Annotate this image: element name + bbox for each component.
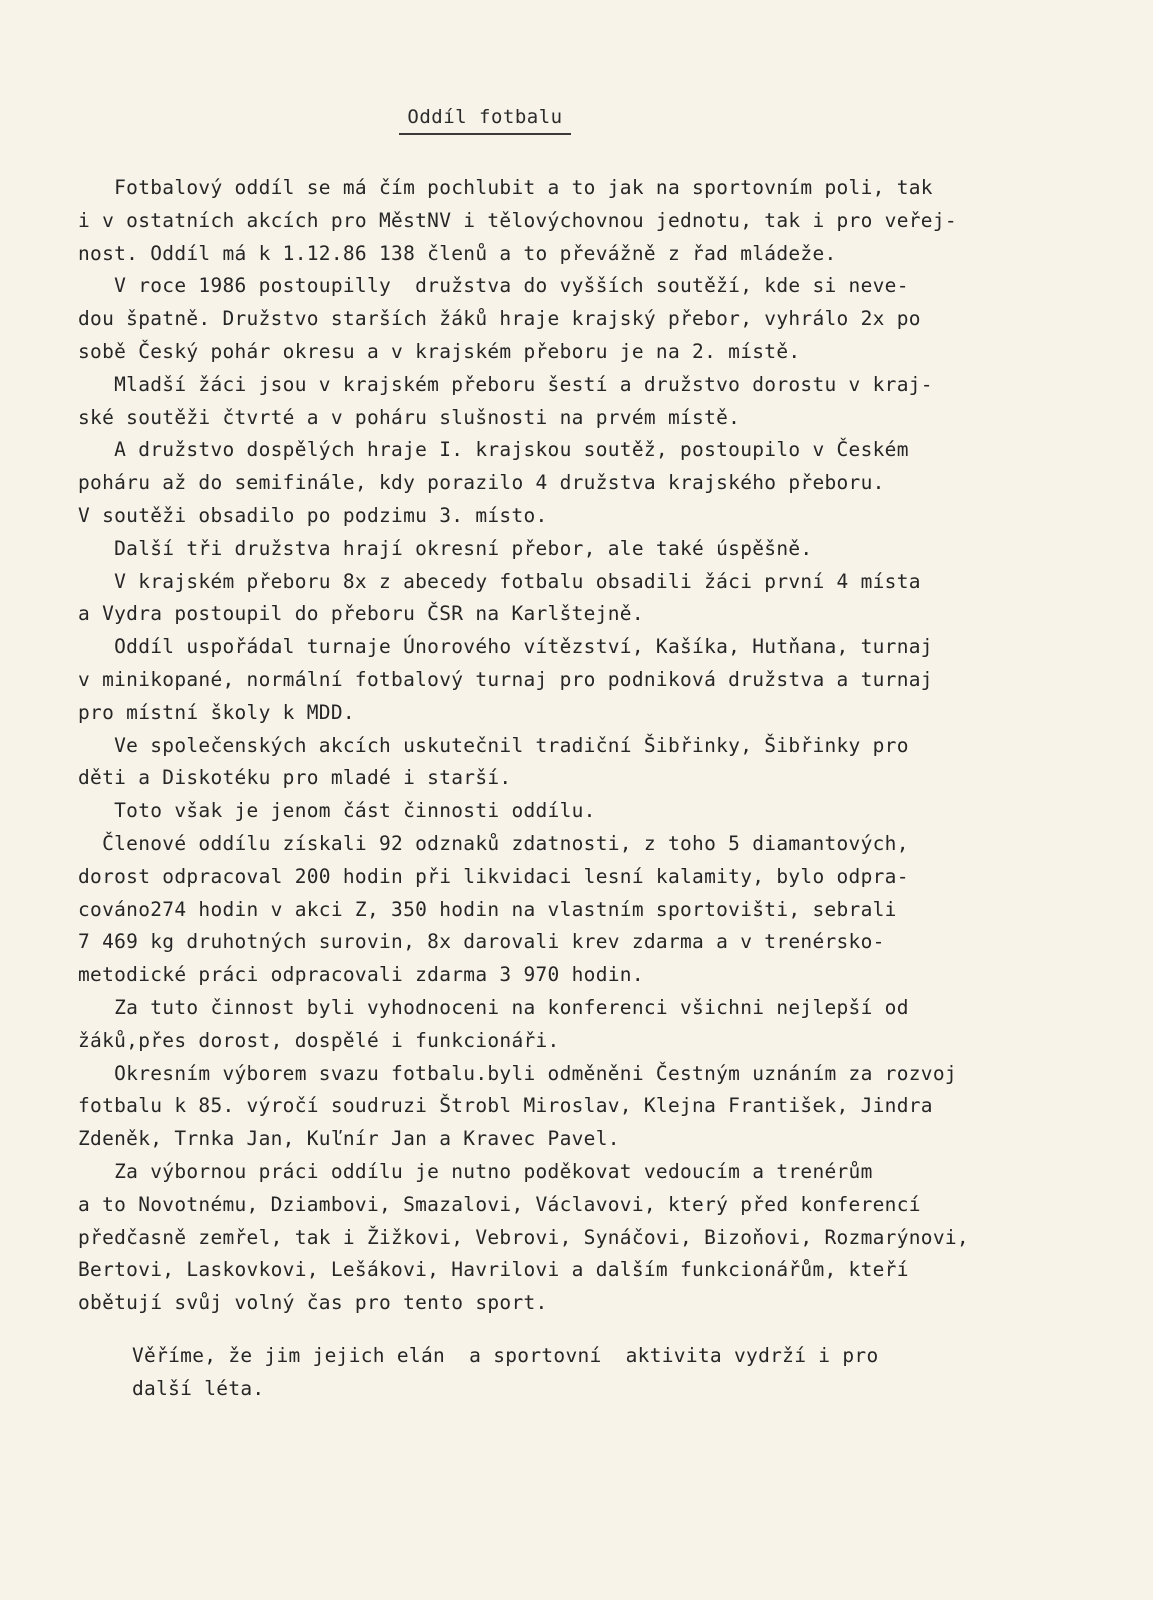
text-line: Okresním výborem svazu fotbalu.byli odměněni Čestným uznáním za rozvoj (78, 1061, 957, 1085)
text-line: dorost odpracoval 200 hodin při likvidaci lesní kalamity, bylo odpra- (78, 864, 909, 888)
text-line: děti a Diskotéku pro mladé i starší. (78, 766, 512, 790)
text-line: nost. Oddíl má k 1.12.86 138 členů a to převážně z řad mládeže. (78, 241, 837, 265)
text-line: předčasně zemřel, tak i Žižkovi, Vebrovi, Synáčovi, Bizoňovi, Rozmarýnovi, (78, 1225, 969, 1249)
text-line: 7 469 kg druhotných surovin, 8x darovali krev zdarma a v trenérsko- (78, 930, 885, 954)
text-line: Bertovi, Laskovkovi, Lešákovi, Havrilovi a dalším funkcionářům, kteří (78, 1258, 909, 1282)
text-line: cováno274 hodin v akci Z, 350 hodin na vlastním sportovišti, sebrali (78, 897, 897, 921)
text-line: a to Novotnému, Dziambovi, Smazalovi, Václavovi, který před konferencí (78, 1192, 921, 1216)
text-line: Další tři družstva hrají okresní přebor, ale také úspěšně. (78, 536, 813, 560)
text-line: Oddíl uspořádal turnaje Únorového vítězství, Kašíka, Hutňana, turnaj (78, 635, 933, 659)
text-line: ské soutěži čtvrté a v poháru slušnosti na prvém místě. (78, 405, 741, 429)
text-line: obětují svůj volný čas pro tento sport. (78, 1291, 548, 1315)
text-line: sobě Český pohár okresu a v krajském přeboru je na 2. místě. (78, 339, 801, 363)
text-line: Za tuto činnost byli vyhodnoceni na konferenci všichni nejlepší od (78, 995, 909, 1019)
document-title (0, 106, 970, 135)
text-line: žáků,přes dorost, dospělé i funkcionáři. (78, 1028, 560, 1052)
document-body (78, 172, 1093, 1320)
text-line: V soutěži obsadilo po podzimu 3. místo. (78, 503, 548, 527)
text-line: Toto však je jenom část činnosti oddílu. (78, 799, 596, 823)
closing-paragraph (132, 1340, 878, 1406)
text-line: dou špatně. Družstvo starších žáků hraje krajský přebor, vyhrálo 2x po (78, 307, 921, 331)
text-line: Ve společenských akcích uskutečnil tradiční Šibřinky, Šibřinky pro (78, 733, 909, 757)
text-line: Fotbalový oddíl se má čím pochlubit a to jak na sportovním poli, tak (78, 176, 933, 199)
text-line: Za výbornou práci oddílu je nutno poděkovat vedoucím a trenérům (78, 1159, 873, 1183)
closing-line: další léta. (132, 1376, 265, 1400)
document-title-text: Oddíl fotbalu (399, 106, 570, 135)
text-line: metodické práci odpracovali zdarma 3 970 hodin. (78, 963, 644, 987)
closing-line: Věříme, že jim jejich elán a sportovní aktivita vydrží i pro (132, 1344, 879, 1367)
text-line: v minikopané, normální fotbalový turnaj pro podniková družstva a turnaj (78, 667, 933, 691)
text-line: poháru až do semifinále, kdy porazilo 4 družstva krajského přeboru. (78, 471, 885, 495)
text-line: a Vydra postoupil do přeboru ČSR na Karlštejně. (78, 602, 644, 626)
text-line: V roce 1986 postoupilly družstva do vyšších soutěží, kde si neve- (78, 274, 909, 298)
text-line: Členové oddílu získali 92 odznaků zdatnosti, z toho 5 diamantových, (78, 831, 909, 855)
text-line: Zdeněk, Trnka Jan, Kuľnír Jan a Kravec Pavel. (78, 1127, 620, 1151)
text-line: pro místní školy k MDD. (78, 700, 355, 724)
text-line: Mladší žáci jsou v krajském přeboru šestí a družstvo dorostu v kraj- (78, 372, 933, 396)
text-line: fotbalu k 85. výročí soudruzi Štrobl Miroslav, Klejna František, Jindra (78, 1094, 933, 1118)
text-line: i v ostatních akcích pro MěstNV i tělovýchovnou jednotu, tak i pro veřej- (78, 208, 957, 232)
text-line: V krajském přeboru 8x z abecedy fotbalu obsadili žáci první 4 místa (78, 569, 921, 593)
text-line: A družstvo dospělých hraje I. krajskou soutěž, postoupilo v Českém (78, 438, 909, 462)
